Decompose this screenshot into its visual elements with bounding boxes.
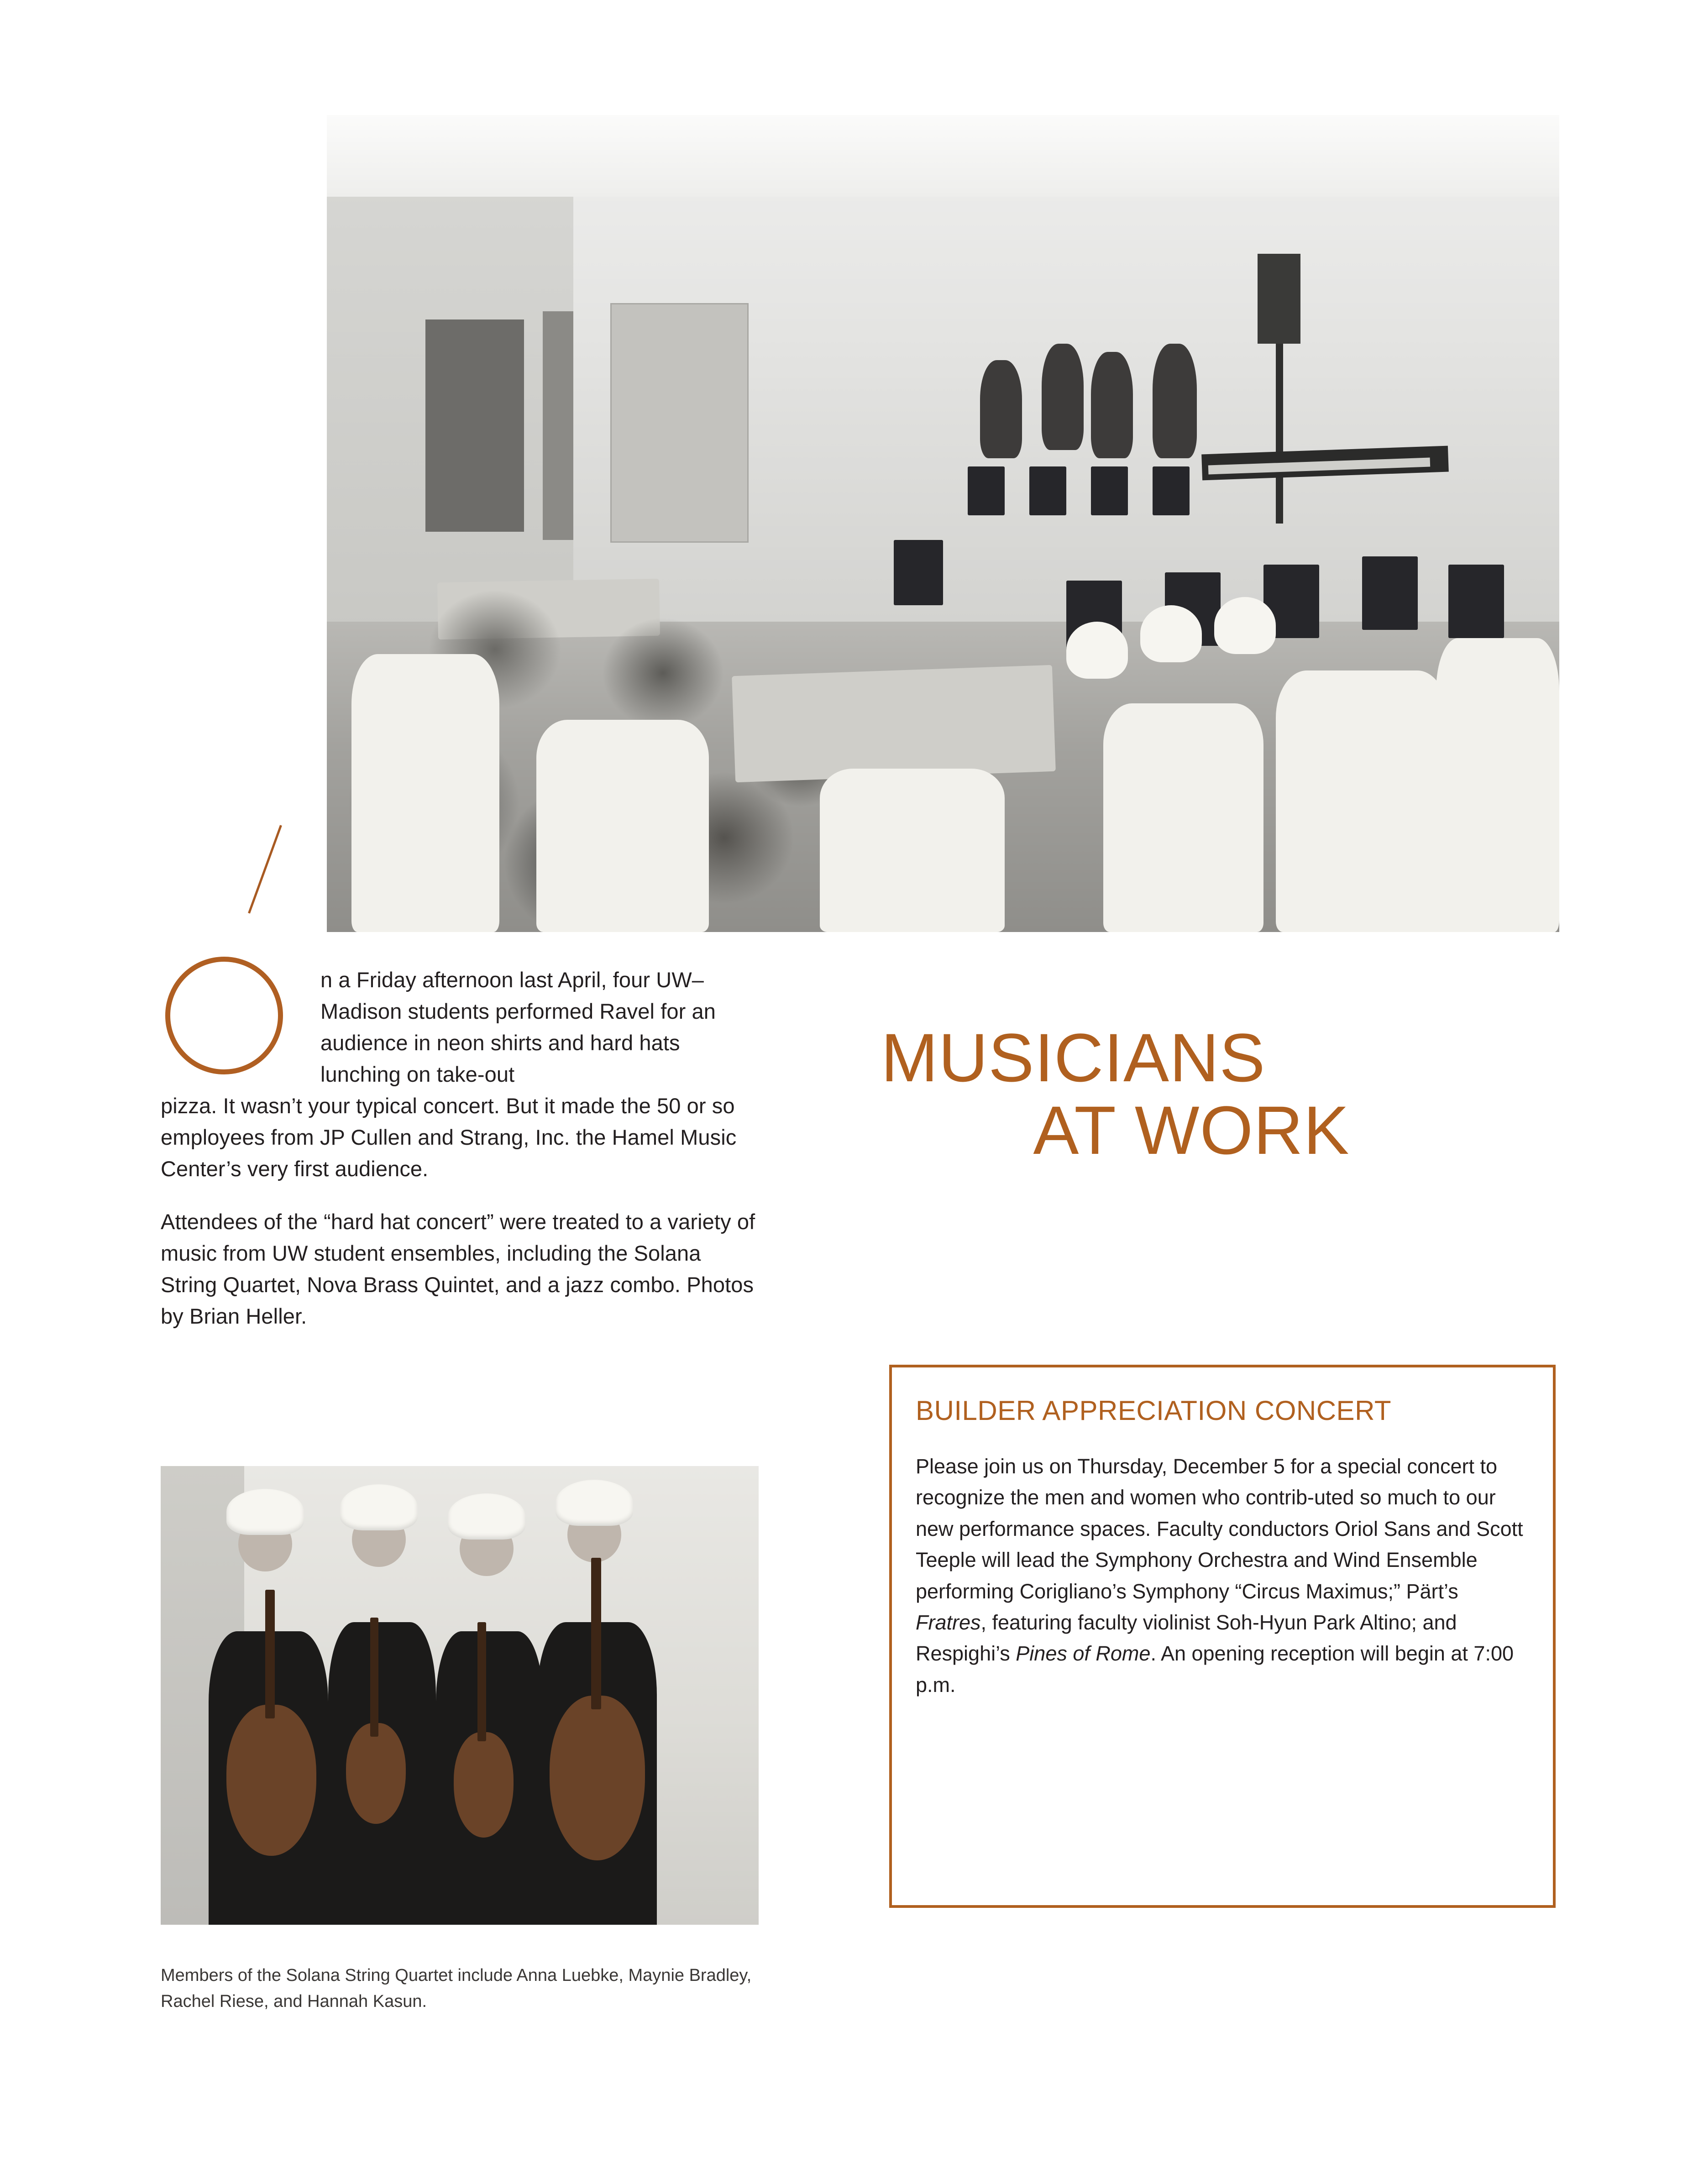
photo-audience-member	[1436, 638, 1559, 932]
page-title-line-1: MUSICIANS	[881, 1019, 1266, 1096]
cello-neck	[265, 1590, 275, 1718]
photo-caption: Members of the Solana String Quartet include Anna Luebke, Maynie Bradley, Rachel Riese, and Hannah Kasun.	[161, 1966, 752, 2011]
sidebar-body-part-2: , featuring faculty violinist Soh-Hyun Park Altino; and Respighi’s	[916, 1610, 1457, 1665]
violin-neck	[370, 1618, 378, 1737]
dropcap-wrapper	[161, 964, 761, 1185]
article-paragraph-1-rest: pizza. It wasn’t your typical concert. But it made the 50 or so employees from JP Cullen and Strang, Inc. the Hamel Music Center’s very first audience.	[161, 1094, 737, 1181]
photo-chair	[1153, 466, 1190, 515]
photo-speaker-stand	[1276, 344, 1283, 524]
photo-hard-hat	[1140, 605, 1202, 662]
photo-performer	[1153, 344, 1197, 458]
cello-body	[226, 1705, 316, 1856]
solana-string-quartet-photo	[161, 1466, 759, 1925]
cello-neck	[591, 1558, 601, 1709]
viola-neck	[477, 1622, 486, 1741]
hard-hat-icon	[340, 1484, 418, 1530]
page-title-line-2: AT WORK	[1033, 1092, 1350, 1168]
photo-audience-member	[351, 654, 499, 932]
photo-chair	[1362, 556, 1418, 630]
photo-hard-hat	[1066, 622, 1128, 679]
decorative-slash	[237, 826, 292, 913]
sidebar-body-part-1: Please join us on Thursday, December 5 for a special concert to recognize the men and women who contrib-uted so much to our new performance spaces. Faculty conductors Oriol Sans and Scott Teeple will lead the Symphony Orchestra and Wind Ensemble performing Corigliano’s Symphony “Circus Maximus;” Pärt’s	[916, 1455, 1523, 1603]
article-paragraph-2: Attendees of the “hard hat concert” were treated to a variety of music from UW student ensembles, including the Solana String Quartet, Nova Brass Quintet, and a jazz combo. Photos by Brian Heller.	[161, 1209, 755, 1328]
photo-audience-member	[820, 769, 1005, 932]
photo-performer	[1091, 352, 1133, 458]
photo-audience-member	[1103, 703, 1263, 932]
sidebar-italic-pines-of-rome: Pines of Rome	[1016, 1642, 1151, 1665]
photo-audience-member	[536, 720, 709, 932]
photo-audience-member	[1276, 670, 1448, 932]
hard-hat-icon	[448, 1493, 525, 1540]
photo-speaker	[1258, 254, 1301, 344]
hard-hat-icon	[556, 1480, 633, 1526]
photo-table	[732, 665, 1056, 782]
sidebar-body-part-3: . An opening reception will begin at 7:00 p.m.	[916, 1642, 1514, 1697]
viola-body	[454, 1732, 514, 1838]
hard-hat-icon	[226, 1489, 304, 1535]
violin-body	[346, 1723, 406, 1824]
photo-ceiling	[327, 115, 1559, 197]
builder-appreciation-concert-box	[889, 1365, 1556, 1908]
cello-body	[550, 1696, 645, 1861]
sidebar-body	[916, 1451, 1525, 1701]
sidebar-title: BUILDER APPRECIATION CONCERT	[916, 1395, 1391, 1426]
page-title	[881, 1019, 1557, 1168]
hard-hat-concert-photo	[327, 115, 1559, 932]
photo-hard-hat	[1214, 597, 1276, 654]
article-paragraph-1-lead: n a Friday afternoon last April, four UW–Madison students performed Ravel for an audience in neon shirts and hard hats lunching on take-out	[320, 968, 716, 1087]
photo-chair	[1448, 565, 1504, 638]
sidebar-italic-fratres: Fratres	[916, 1610, 981, 1634]
photo-chair	[1091, 466, 1128, 515]
dropcap-o	[165, 957, 283, 1074]
article-body	[161, 964, 761, 1353]
